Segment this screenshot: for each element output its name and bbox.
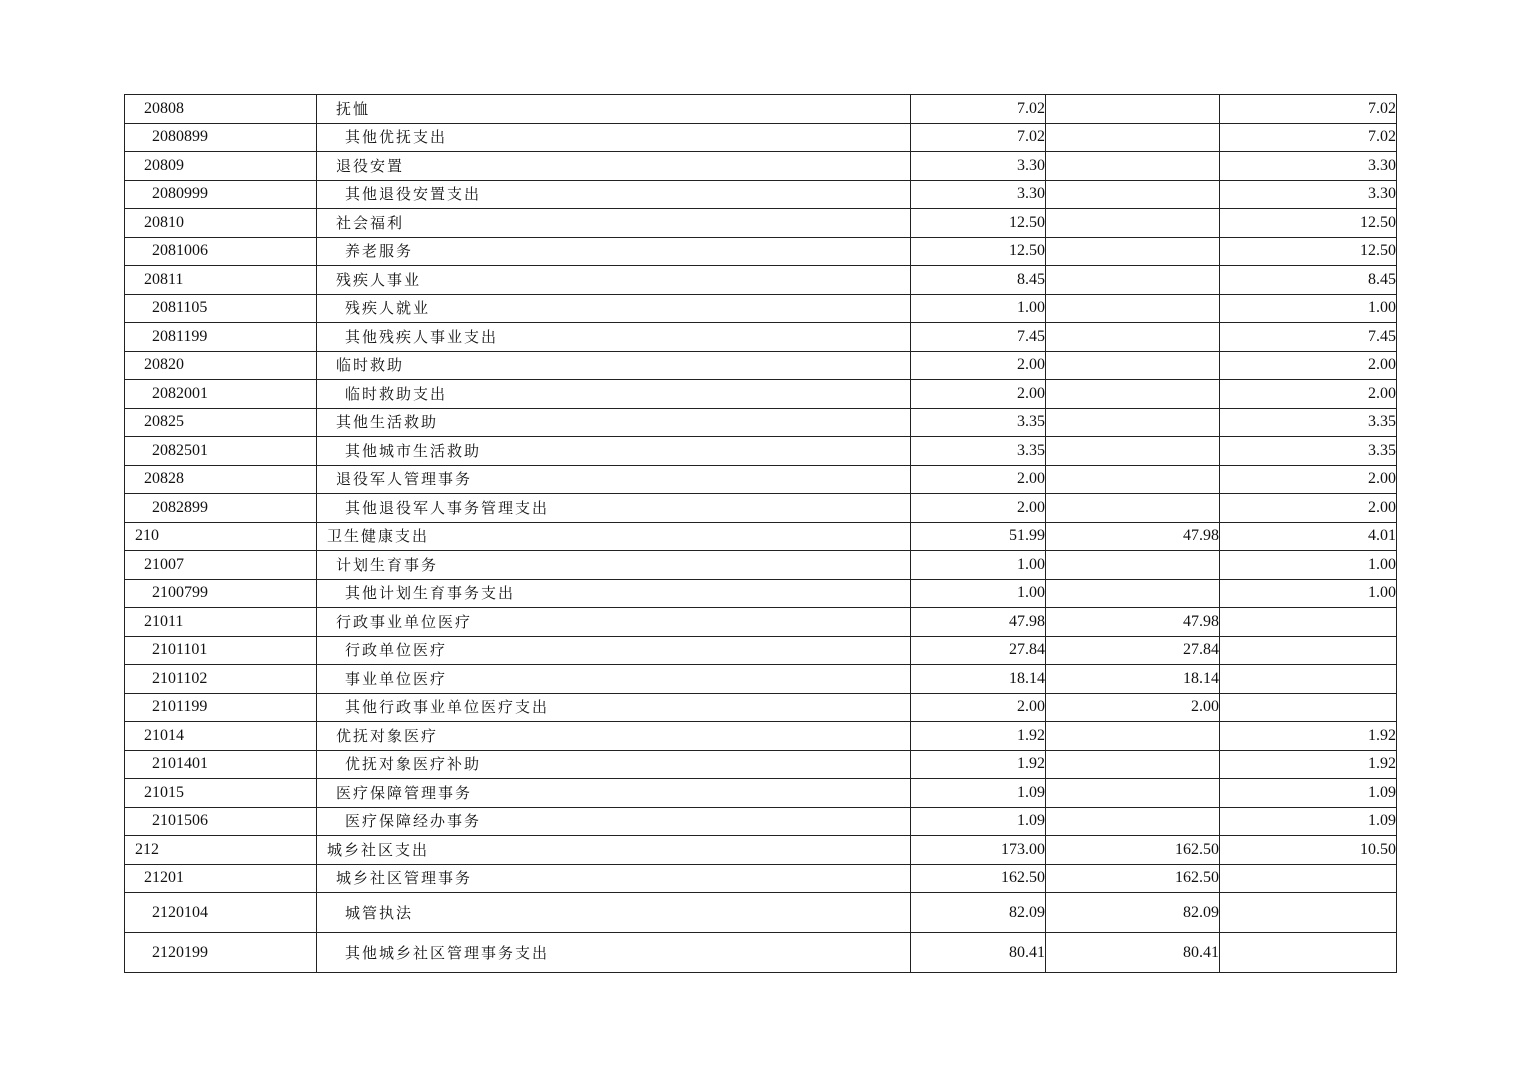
total-amount-cell: 3.35 xyxy=(911,408,1046,437)
total-amount-cell: 80.41 xyxy=(911,933,1046,973)
basic-expenditure-cell: 162.50 xyxy=(1046,864,1220,893)
subject-code-cell: 20811 xyxy=(125,266,317,295)
subject-code-cell: 20808 xyxy=(125,95,317,124)
total-amount-cell: 82.09 xyxy=(911,893,1046,933)
project-expenditure-cell: 1.92 xyxy=(1220,722,1397,751)
budget-expenditure-table xyxy=(124,94,1397,973)
subject-name-cell: 其他行政事业单位医疗支出 xyxy=(317,693,911,722)
total-amount-cell: 1.00 xyxy=(911,294,1046,323)
subject-code-cell: 20820 xyxy=(125,351,317,380)
table-row xyxy=(125,807,1397,836)
basic-expenditure-cell xyxy=(1046,323,1220,352)
table-row xyxy=(125,494,1397,523)
project-expenditure-cell xyxy=(1220,864,1397,893)
subject-code-cell: 21015 xyxy=(125,779,317,808)
basic-expenditure-cell xyxy=(1046,180,1220,209)
basic-expenditure-cell xyxy=(1046,750,1220,779)
subject-name-cell: 城乡社区支出 xyxy=(317,836,911,865)
project-expenditure-cell: 3.35 xyxy=(1220,437,1397,466)
project-expenditure-cell: 3.35 xyxy=(1220,408,1397,437)
total-amount-cell: 2.00 xyxy=(911,351,1046,380)
subject-code-cell: 210 xyxy=(125,522,317,551)
total-amount-cell: 1.92 xyxy=(911,722,1046,751)
subject-name-cell: 行政单位医疗 xyxy=(317,636,911,665)
table-row xyxy=(125,465,1397,494)
table-body xyxy=(125,95,1397,973)
subject-name-cell: 城乡社区管理事务 xyxy=(317,864,911,893)
subject-name-cell: 其他生活救助 xyxy=(317,408,911,437)
project-expenditure-cell xyxy=(1220,665,1397,694)
basic-expenditure-cell xyxy=(1046,266,1220,295)
subject-name-cell: 医疗保障管理事务 xyxy=(317,779,911,808)
subject-code-cell: 21014 xyxy=(125,722,317,751)
subject-name-cell: 城管执法 xyxy=(317,893,911,933)
total-amount-cell: 7.45 xyxy=(911,323,1046,352)
project-expenditure-cell: 2.00 xyxy=(1220,351,1397,380)
subject-code-cell: 2120199 xyxy=(125,933,317,973)
subject-name-cell: 社会福利 xyxy=(317,209,911,238)
table-row xyxy=(125,579,1397,608)
project-expenditure-cell: 2.00 xyxy=(1220,494,1397,523)
basic-expenditure-cell xyxy=(1046,465,1220,494)
subject-code-cell: 2101401 xyxy=(125,750,317,779)
basic-expenditure-cell: 2.00 xyxy=(1046,693,1220,722)
total-amount-cell: 18.14 xyxy=(911,665,1046,694)
table-row xyxy=(125,408,1397,437)
project-expenditure-cell: 1.00 xyxy=(1220,294,1397,323)
subject-code-cell: 2081199 xyxy=(125,323,317,352)
total-amount-cell: 2.00 xyxy=(911,380,1046,409)
table-row xyxy=(125,95,1397,124)
subject-code-cell: 2101102 xyxy=(125,665,317,694)
subject-name-cell: 养老服务 xyxy=(317,237,911,266)
subject-name-cell: 计划生育事务 xyxy=(317,551,911,580)
total-amount-cell: 162.50 xyxy=(911,864,1046,893)
total-amount-cell: 3.30 xyxy=(911,180,1046,209)
subject-code-cell: 212 xyxy=(125,836,317,865)
project-expenditure-cell xyxy=(1220,693,1397,722)
subject-name-cell: 其他退役军人事务管理支出 xyxy=(317,494,911,523)
table-row xyxy=(125,933,1397,973)
basic-expenditure-cell xyxy=(1046,494,1220,523)
total-amount-cell: 7.02 xyxy=(911,95,1046,124)
basic-expenditure-cell: 18.14 xyxy=(1046,665,1220,694)
basic-expenditure-cell xyxy=(1046,152,1220,181)
basic-expenditure-cell xyxy=(1046,807,1220,836)
subject-name-cell: 其他退役安置支出 xyxy=(317,180,911,209)
total-amount-cell: 1.09 xyxy=(911,807,1046,836)
table-row xyxy=(125,209,1397,238)
project-expenditure-cell: 3.30 xyxy=(1220,152,1397,181)
subject-code-cell: 2080899 xyxy=(125,123,317,152)
project-expenditure-cell: 1.09 xyxy=(1220,807,1397,836)
total-amount-cell: 8.45 xyxy=(911,266,1046,295)
total-amount-cell: 47.98 xyxy=(911,608,1046,637)
table-row xyxy=(125,779,1397,808)
basic-expenditure-cell xyxy=(1046,779,1220,808)
subject-name-cell: 优抚对象医疗 xyxy=(317,722,911,751)
total-amount-cell: 2.00 xyxy=(911,494,1046,523)
basic-expenditure-cell: 82.09 xyxy=(1046,893,1220,933)
basic-expenditure-cell xyxy=(1046,294,1220,323)
total-amount-cell: 2.00 xyxy=(911,693,1046,722)
subject-code-cell: 20809 xyxy=(125,152,317,181)
subject-name-cell: 行政事业单位医疗 xyxy=(317,608,911,637)
total-amount-cell: 3.30 xyxy=(911,152,1046,181)
table-row xyxy=(125,722,1397,751)
table-row xyxy=(125,123,1397,152)
subject-name-cell: 其他计划生育事务支出 xyxy=(317,579,911,608)
subject-name-cell: 残疾人就业 xyxy=(317,294,911,323)
subject-code-cell: 21007 xyxy=(125,551,317,580)
basic-expenditure-cell: 47.98 xyxy=(1046,608,1220,637)
table-row xyxy=(125,893,1397,933)
total-amount-cell: 1.00 xyxy=(911,579,1046,608)
total-amount-cell: 1.09 xyxy=(911,779,1046,808)
subject-name-cell: 其他城乡社区管理事务支出 xyxy=(317,933,911,973)
total-amount-cell: 173.00 xyxy=(911,836,1046,865)
total-amount-cell: 27.84 xyxy=(911,636,1046,665)
table-row xyxy=(125,180,1397,209)
subject-name-cell: 优抚对象医疗补助 xyxy=(317,750,911,779)
project-expenditure-cell: 1.09 xyxy=(1220,779,1397,808)
total-amount-cell: 3.35 xyxy=(911,437,1046,466)
project-expenditure-cell: 10.50 xyxy=(1220,836,1397,865)
project-expenditure-cell xyxy=(1220,636,1397,665)
table-row xyxy=(125,864,1397,893)
table-row xyxy=(125,323,1397,352)
table-row xyxy=(125,266,1397,295)
subject-name-cell: 残疾人事业 xyxy=(317,266,911,295)
project-expenditure-cell: 12.50 xyxy=(1220,209,1397,238)
table-row xyxy=(125,836,1397,865)
project-expenditure-cell xyxy=(1220,933,1397,973)
project-expenditure-cell xyxy=(1220,608,1397,637)
table-row xyxy=(125,237,1397,266)
subject-name-cell: 其他城市生活救助 xyxy=(317,437,911,466)
basic-expenditure-cell xyxy=(1046,380,1220,409)
project-expenditure-cell: 2.00 xyxy=(1220,465,1397,494)
subject-name-cell: 临时救助 xyxy=(317,351,911,380)
basic-expenditure-cell xyxy=(1046,551,1220,580)
table-row xyxy=(125,551,1397,580)
subject-code-cell: 2082001 xyxy=(125,380,317,409)
project-expenditure-cell: 2.00 xyxy=(1220,380,1397,409)
basic-expenditure-cell xyxy=(1046,95,1220,124)
basic-expenditure-cell xyxy=(1046,579,1220,608)
table-row xyxy=(125,665,1397,694)
subject-name-cell: 其他残疾人事业支出 xyxy=(317,323,911,352)
subject-name-cell: 抚恤 xyxy=(317,95,911,124)
project-expenditure-cell: 4.01 xyxy=(1220,522,1397,551)
basic-expenditure-cell: 47.98 xyxy=(1046,522,1220,551)
table-row xyxy=(125,636,1397,665)
project-expenditure-cell: 1.00 xyxy=(1220,579,1397,608)
subject-code-cell: 2100799 xyxy=(125,579,317,608)
basic-expenditure-cell: 80.41 xyxy=(1046,933,1220,973)
subject-name-cell: 临时救助支出 xyxy=(317,380,911,409)
table-row xyxy=(125,351,1397,380)
table-row xyxy=(125,522,1397,551)
subject-name-cell: 医疗保障经办事务 xyxy=(317,807,911,836)
project-expenditure-cell: 3.30 xyxy=(1220,180,1397,209)
basic-expenditure-cell: 27.84 xyxy=(1046,636,1220,665)
subject-code-cell: 20828 xyxy=(125,465,317,494)
subject-name-cell: 卫生健康支出 xyxy=(317,522,911,551)
table-row xyxy=(125,152,1397,181)
subject-code-cell: 2082899 xyxy=(125,494,317,523)
subject-code-cell: 2101506 xyxy=(125,807,317,836)
project-expenditure-cell: 12.50 xyxy=(1220,237,1397,266)
total-amount-cell: 7.02 xyxy=(911,123,1046,152)
table-row xyxy=(125,693,1397,722)
subject-code-cell: 21011 xyxy=(125,608,317,637)
subject-code-cell: 2101199 xyxy=(125,693,317,722)
table-row xyxy=(125,437,1397,466)
project-expenditure-cell: 8.45 xyxy=(1220,266,1397,295)
total-amount-cell: 12.50 xyxy=(911,209,1046,238)
total-amount-cell: 1.00 xyxy=(911,551,1046,580)
project-expenditure-cell: 7.45 xyxy=(1220,323,1397,352)
basic-expenditure-cell xyxy=(1046,351,1220,380)
basic-expenditure-cell xyxy=(1046,123,1220,152)
subject-code-cell: 2101101 xyxy=(125,636,317,665)
table-row xyxy=(125,608,1397,637)
subject-code-cell: 20810 xyxy=(125,209,317,238)
project-expenditure-cell: 1.92 xyxy=(1220,750,1397,779)
total-amount-cell: 51.99 xyxy=(911,522,1046,551)
subject-code-cell: 2080999 xyxy=(125,180,317,209)
table-row xyxy=(125,294,1397,323)
basic-expenditure-cell: 162.50 xyxy=(1046,836,1220,865)
subject-name-cell: 退役军人管理事务 xyxy=(317,465,911,494)
project-expenditure-cell: 1.00 xyxy=(1220,551,1397,580)
subject-name-cell: 退役安置 xyxy=(317,152,911,181)
subject-code-cell: 2082501 xyxy=(125,437,317,466)
basic-expenditure-cell xyxy=(1046,437,1220,466)
basic-expenditure-cell xyxy=(1046,209,1220,238)
subject-code-cell: 2081006 xyxy=(125,237,317,266)
table-row xyxy=(125,750,1397,779)
subject-name-cell: 其他优抚支出 xyxy=(317,123,911,152)
subject-name-cell: 事业单位医疗 xyxy=(317,665,911,694)
table-row xyxy=(125,380,1397,409)
subject-code-cell: 2120104 xyxy=(125,893,317,933)
total-amount-cell: 12.50 xyxy=(911,237,1046,266)
basic-expenditure-cell xyxy=(1046,237,1220,266)
subject-code-cell: 20825 xyxy=(125,408,317,437)
subject-code-cell: 21201 xyxy=(125,864,317,893)
basic-expenditure-cell xyxy=(1046,408,1220,437)
total-amount-cell: 2.00 xyxy=(911,465,1046,494)
total-amount-cell: 1.92 xyxy=(911,750,1046,779)
project-expenditure-cell: 7.02 xyxy=(1220,123,1397,152)
basic-expenditure-cell xyxy=(1046,722,1220,751)
project-expenditure-cell xyxy=(1220,893,1397,933)
project-expenditure-cell: 7.02 xyxy=(1220,95,1397,124)
subject-code-cell: 2081105 xyxy=(125,294,317,323)
